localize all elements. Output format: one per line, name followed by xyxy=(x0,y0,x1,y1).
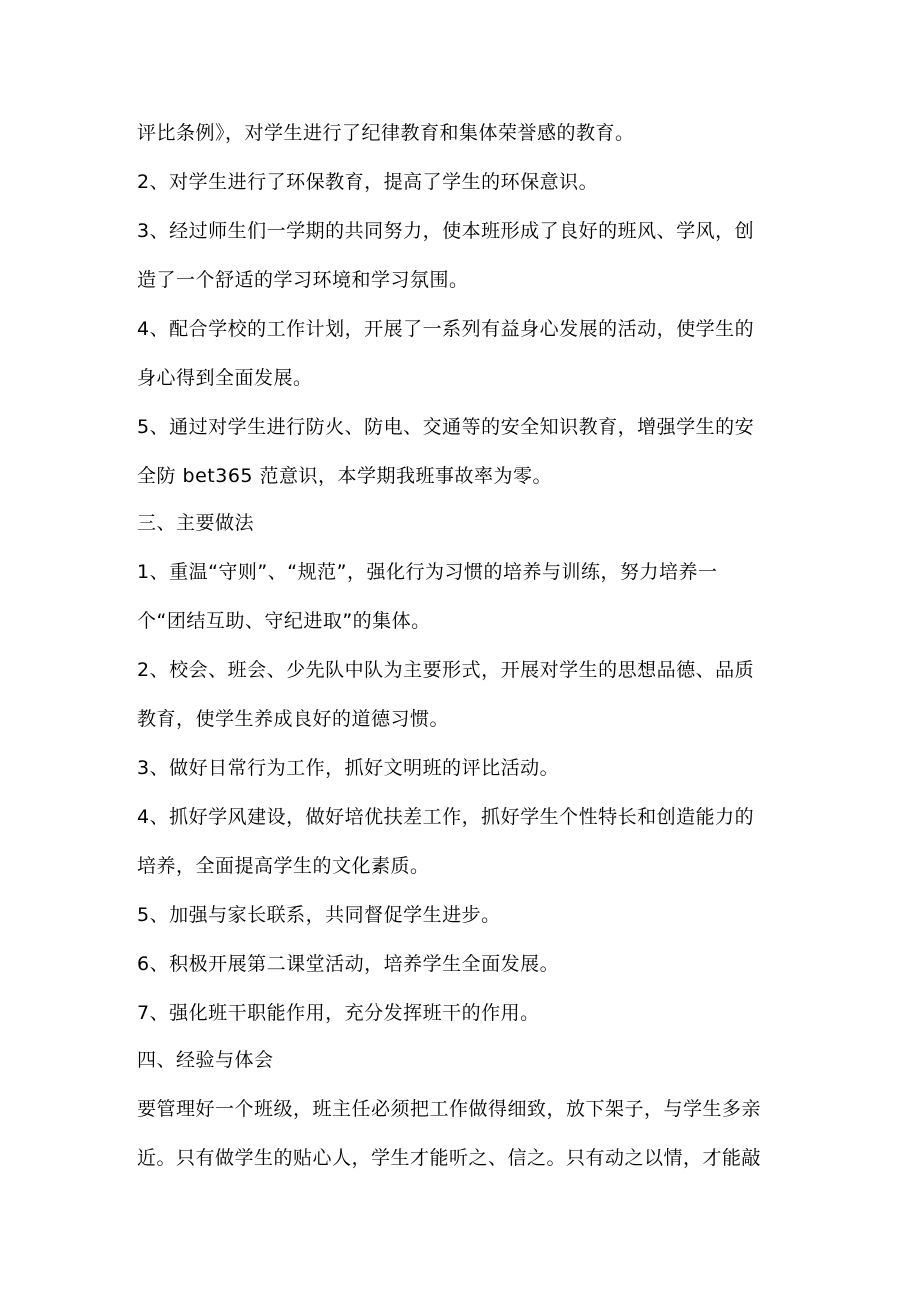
text-line: 身心得到全面发展。 xyxy=(137,367,313,389)
text-line: 4、配合学校的工作计划，开展了一系列有益身心发展的活动，使学生的 xyxy=(137,318,755,340)
text-line: 全防 bet365 范意识，本学期我班事故率为零。 xyxy=(137,465,553,487)
text-line: 5、加强与家长联系，共同督促学生进步。 xyxy=(137,904,501,926)
text-line: 5、通过对学生进行防火、防电、交通等的安全知识教育，增强学生的安 xyxy=(137,416,755,438)
text-line: 7、强化班干职能作用，充分发挥班干的作用。 xyxy=(137,1002,540,1024)
text-line: 培养，全面提高学生的文化素质。 xyxy=(137,855,430,877)
section-heading: 三、主要做法 xyxy=(137,512,255,534)
text-line: 6、积极开展第二课堂活动，培养学生全面发展。 xyxy=(137,953,560,975)
text-line: 4、抓好学风建设，做好培优扶差工作，抓好学生个性特长和创造能力的 xyxy=(137,806,755,828)
text-line: 近。只有做学生的贴心人，学生才能听之、信之。只有动之以情，才能敲 xyxy=(137,1147,762,1169)
section-heading: 四、经验与体会 xyxy=(137,1049,274,1071)
text-line: 1、重温“守则”、“规范”，强化行为习惯的培养与训练，努力培养一 xyxy=(137,561,718,583)
text-line: 3、做好日常行为工作，抓好文明班的评比活动。 xyxy=(137,757,560,779)
text-line: 教育，使学生养成良好的道德习惯。 xyxy=(137,708,450,730)
text-line: 评比条例》，对学生进行了纪律教育和集体荣誉感的教育。 xyxy=(137,122,635,144)
text-line: 个“团结互助、守纪进取”的集体。 xyxy=(137,610,431,632)
text-line: 2、对学生进行了环保教育，提高了学生的环保意识。 xyxy=(137,171,599,193)
text-line: 3、经过师生们一学期的共同努力，使本班形成了良好的班风、学风，创 xyxy=(137,220,755,242)
text-line: 2、校会、班会、少先队中队为主要形式，开展对学生的思想品德、品质 xyxy=(137,659,755,681)
text-line: 造了一个舒适的学习环境和学习氛围。 xyxy=(137,269,469,291)
text-line: 要管理好一个班级，班主任必须把工作做得细致，放下架子，与学生多亲 xyxy=(137,1098,762,1120)
